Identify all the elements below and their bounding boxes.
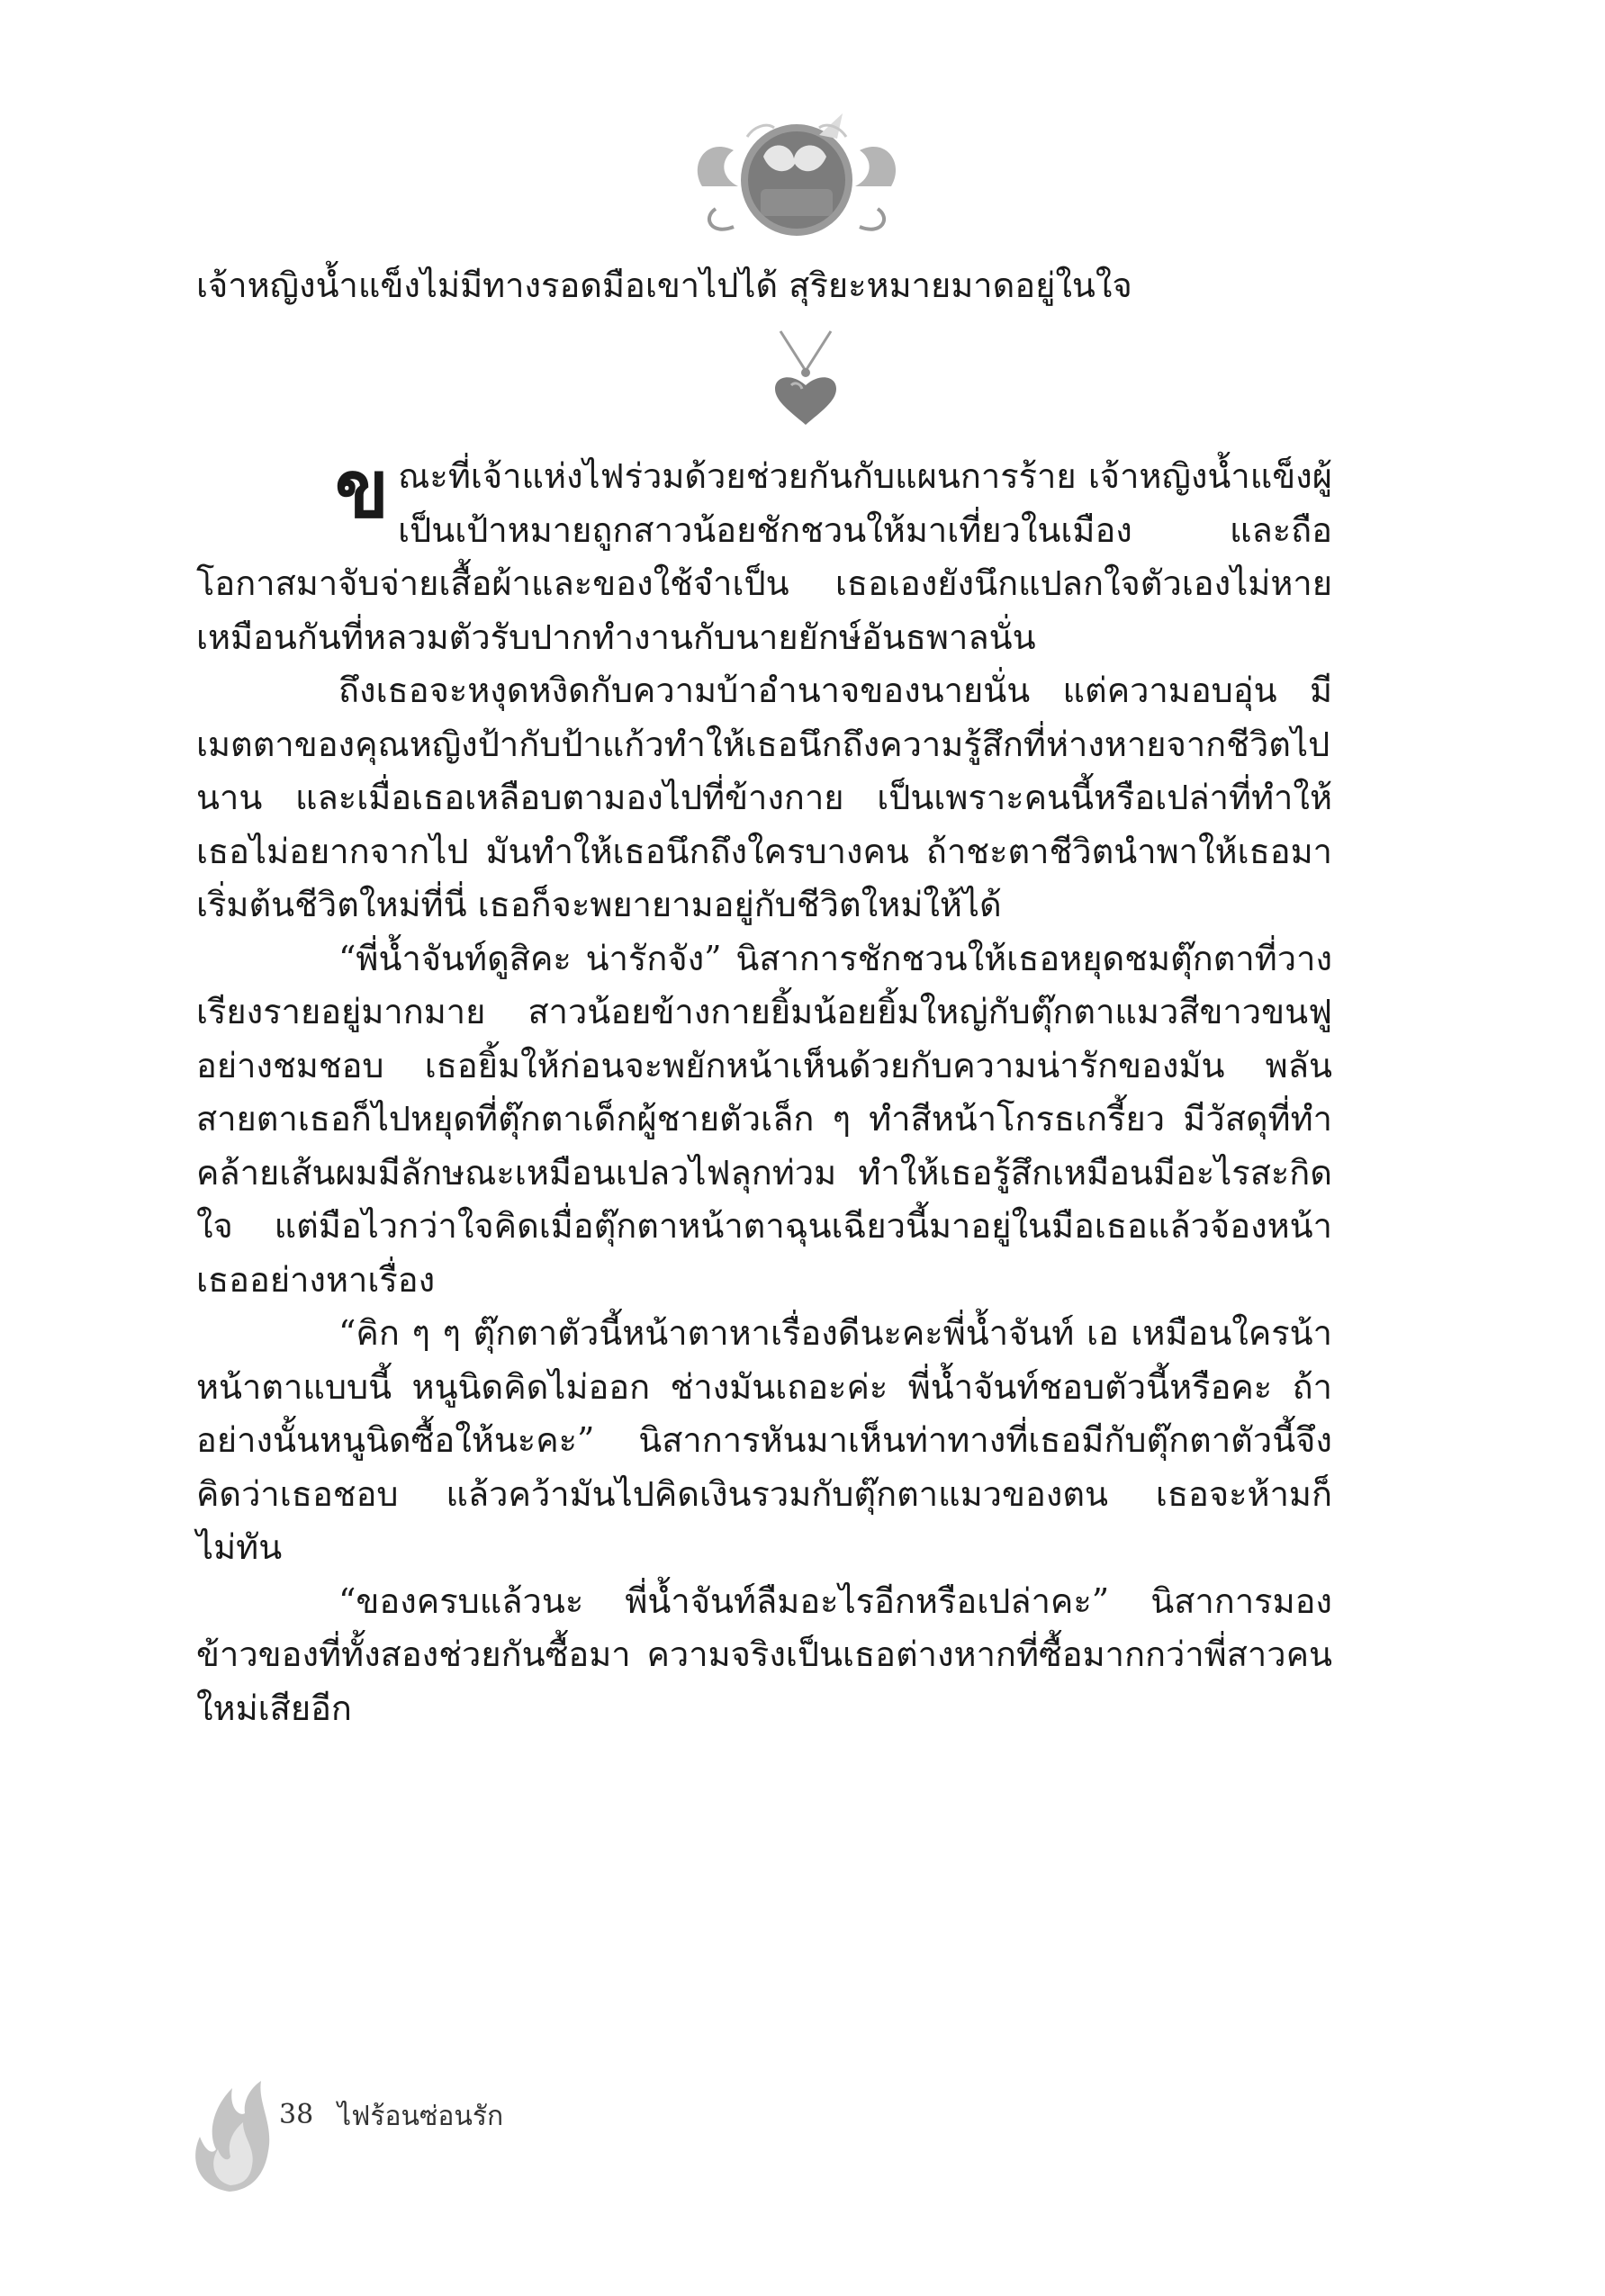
lead-line — [196, 259, 1332, 313]
emblem-ornament-icon — [684, 101, 909, 254]
heart-pendant-icon — [764, 329, 847, 430]
paragraph-4: “คิก ๆ ๆ ตุ๊กตาตัวนี้หน้าตาหาเรื่องดีนะคะพี่น้ำจันท์ เอ เหมือนใครน้า หน้าตาแบบนี้ หนูนิดคิดไม่ออก ช่างมันเถอะค่ะ พี่น้ำจันท์ชอบตัวนี้หรือคะ ถ้าอย่างนั้นหนูนิดซื้อให้นะคะ” นิสาการหันมาเห็นท่าทางที่เธอมีกับตุ๊กตาตัวนี้จึงคิดว่าเธอชอบ แล้วคว้ามันไปคิดเงินรวมกับตุ๊กตาแมวของตน เธอจะห้ามก็ไม่ทัน — [196, 1313, 1332, 1567]
paragraph-5: “ของครบแล้วนะ พี่น้ำจันท์ลืมอะไรอีกหรือเปล่าคะ” นิสาการมองข้าวของที่ทั้งสองช่วยกันซื้อมา ความจริงเป็นเธอต่างหากที่ซื้อมากกว่าพี่สาวคนใหม่เสียอีก — [196, 1580, 1332, 1728]
heart-pendant — [764, 329, 847, 430]
flame-icon — [180, 2061, 279, 2196]
flame-ornament — [180, 2061, 279, 2196]
paragraph-1-text: ณะที่เจ้าแห่งไฟร่วมด้วยช่วยกันกับแผนการร้าย เจ้าหญิงน้ำแข็งผู้เป็นเป้าหมายถูกสาวน้อยชักชวนให้มาเที่ยวในเมือง และถือโอกาสมาจับจ่ายเสื้อผ้าและของใช้จำเป็น เธอเองยังนึกแปลกใจตัวเองไม่หายเหมือนกันที่หลวมตัวรับปากทำงานกับนายยักษ์อันธพาลนั่น — [196, 456, 1332, 657]
page-footer — [180, 2061, 720, 2196]
lead-line-text: เจ้าหญิงน้ำแข็งไม่มีทางรอดมือเขาไปได้ สุริยะหมายมาดอยู่ในใจ — [196, 266, 1132, 305]
chapter-body — [196, 442, 1332, 1735]
paragraph-2: ถึงเธอจะหงุดหงิดกับความบ้าอำนาจของนายนั่น แต่ความอบอุ่น มีเมตตาของคุณหญิงป้ากับป้าแก้วทำให้เธอนึกถึงความรู้สึกที่ห่างหายจากชีวิตไปนาน และเมื่อเธอเหลือบตามองไปที่ข้างกาย เป็นเพราะคนนี้หรือเปล่าที่ทำให้เธอไม่อยากจากไป มันทำให้เธอนึกถึงใครบางคน ถ้าชะตาชีวิตนำพาให้เธอมาเริ่มต้นชีวิตใหม่ที่นี่ เธอก็จะพยายามอยู่กับชีวิตใหม่ให้ได้ — [196, 671, 1332, 924]
page-number: 38 — [279, 2099, 314, 2130]
paragraph-3: “พี่น้ำจันท์ดูสิคะ น่ารักจัง” นิสาการชักชวนให้เธอหยุดชมตุ๊กตาที่วางเรียงรายอยู่มากมาย สาวน้อยข้างกายยิ้มน้อยยิ้มใหญ่กับตุ๊กตาแมวสีขาวขนฟูอย่างชมชอบ เธอยิ้มให้ก่อนจะพยักหน้าเห็นด้วยกับความน่ารักของมัน พลันสายตาเธอก็ไปหยุดที่ตุ๊กตาเด็กผู้ชายตัวเล็ก ๆ ทำสีหน้าโกรธเกรี้ยว มีวัสดุที่ทำคล้ายเส้นผมมีลักษณะเหมือนเปลวไฟลุกท่วม ทำให้เธอรู้สึกเหมือนมีอะไรสะกิดใจ แต่มือไวกว่าใจคิดเมื่อตุ๊กตาหน้าตาฉุนเฉียวนี้มาอยู่ในมือเธอแล้วจ้องหน้าเธออย่างหาเรื่อง — [196, 938, 1332, 1300]
paragraph-1 — [196, 442, 1332, 664]
header-emblem — [684, 101, 909, 254]
drop-cap: ข — [335, 442, 390, 536]
book-title: ไฟร้อนซ่อนรัก — [338, 2101, 504, 2132]
